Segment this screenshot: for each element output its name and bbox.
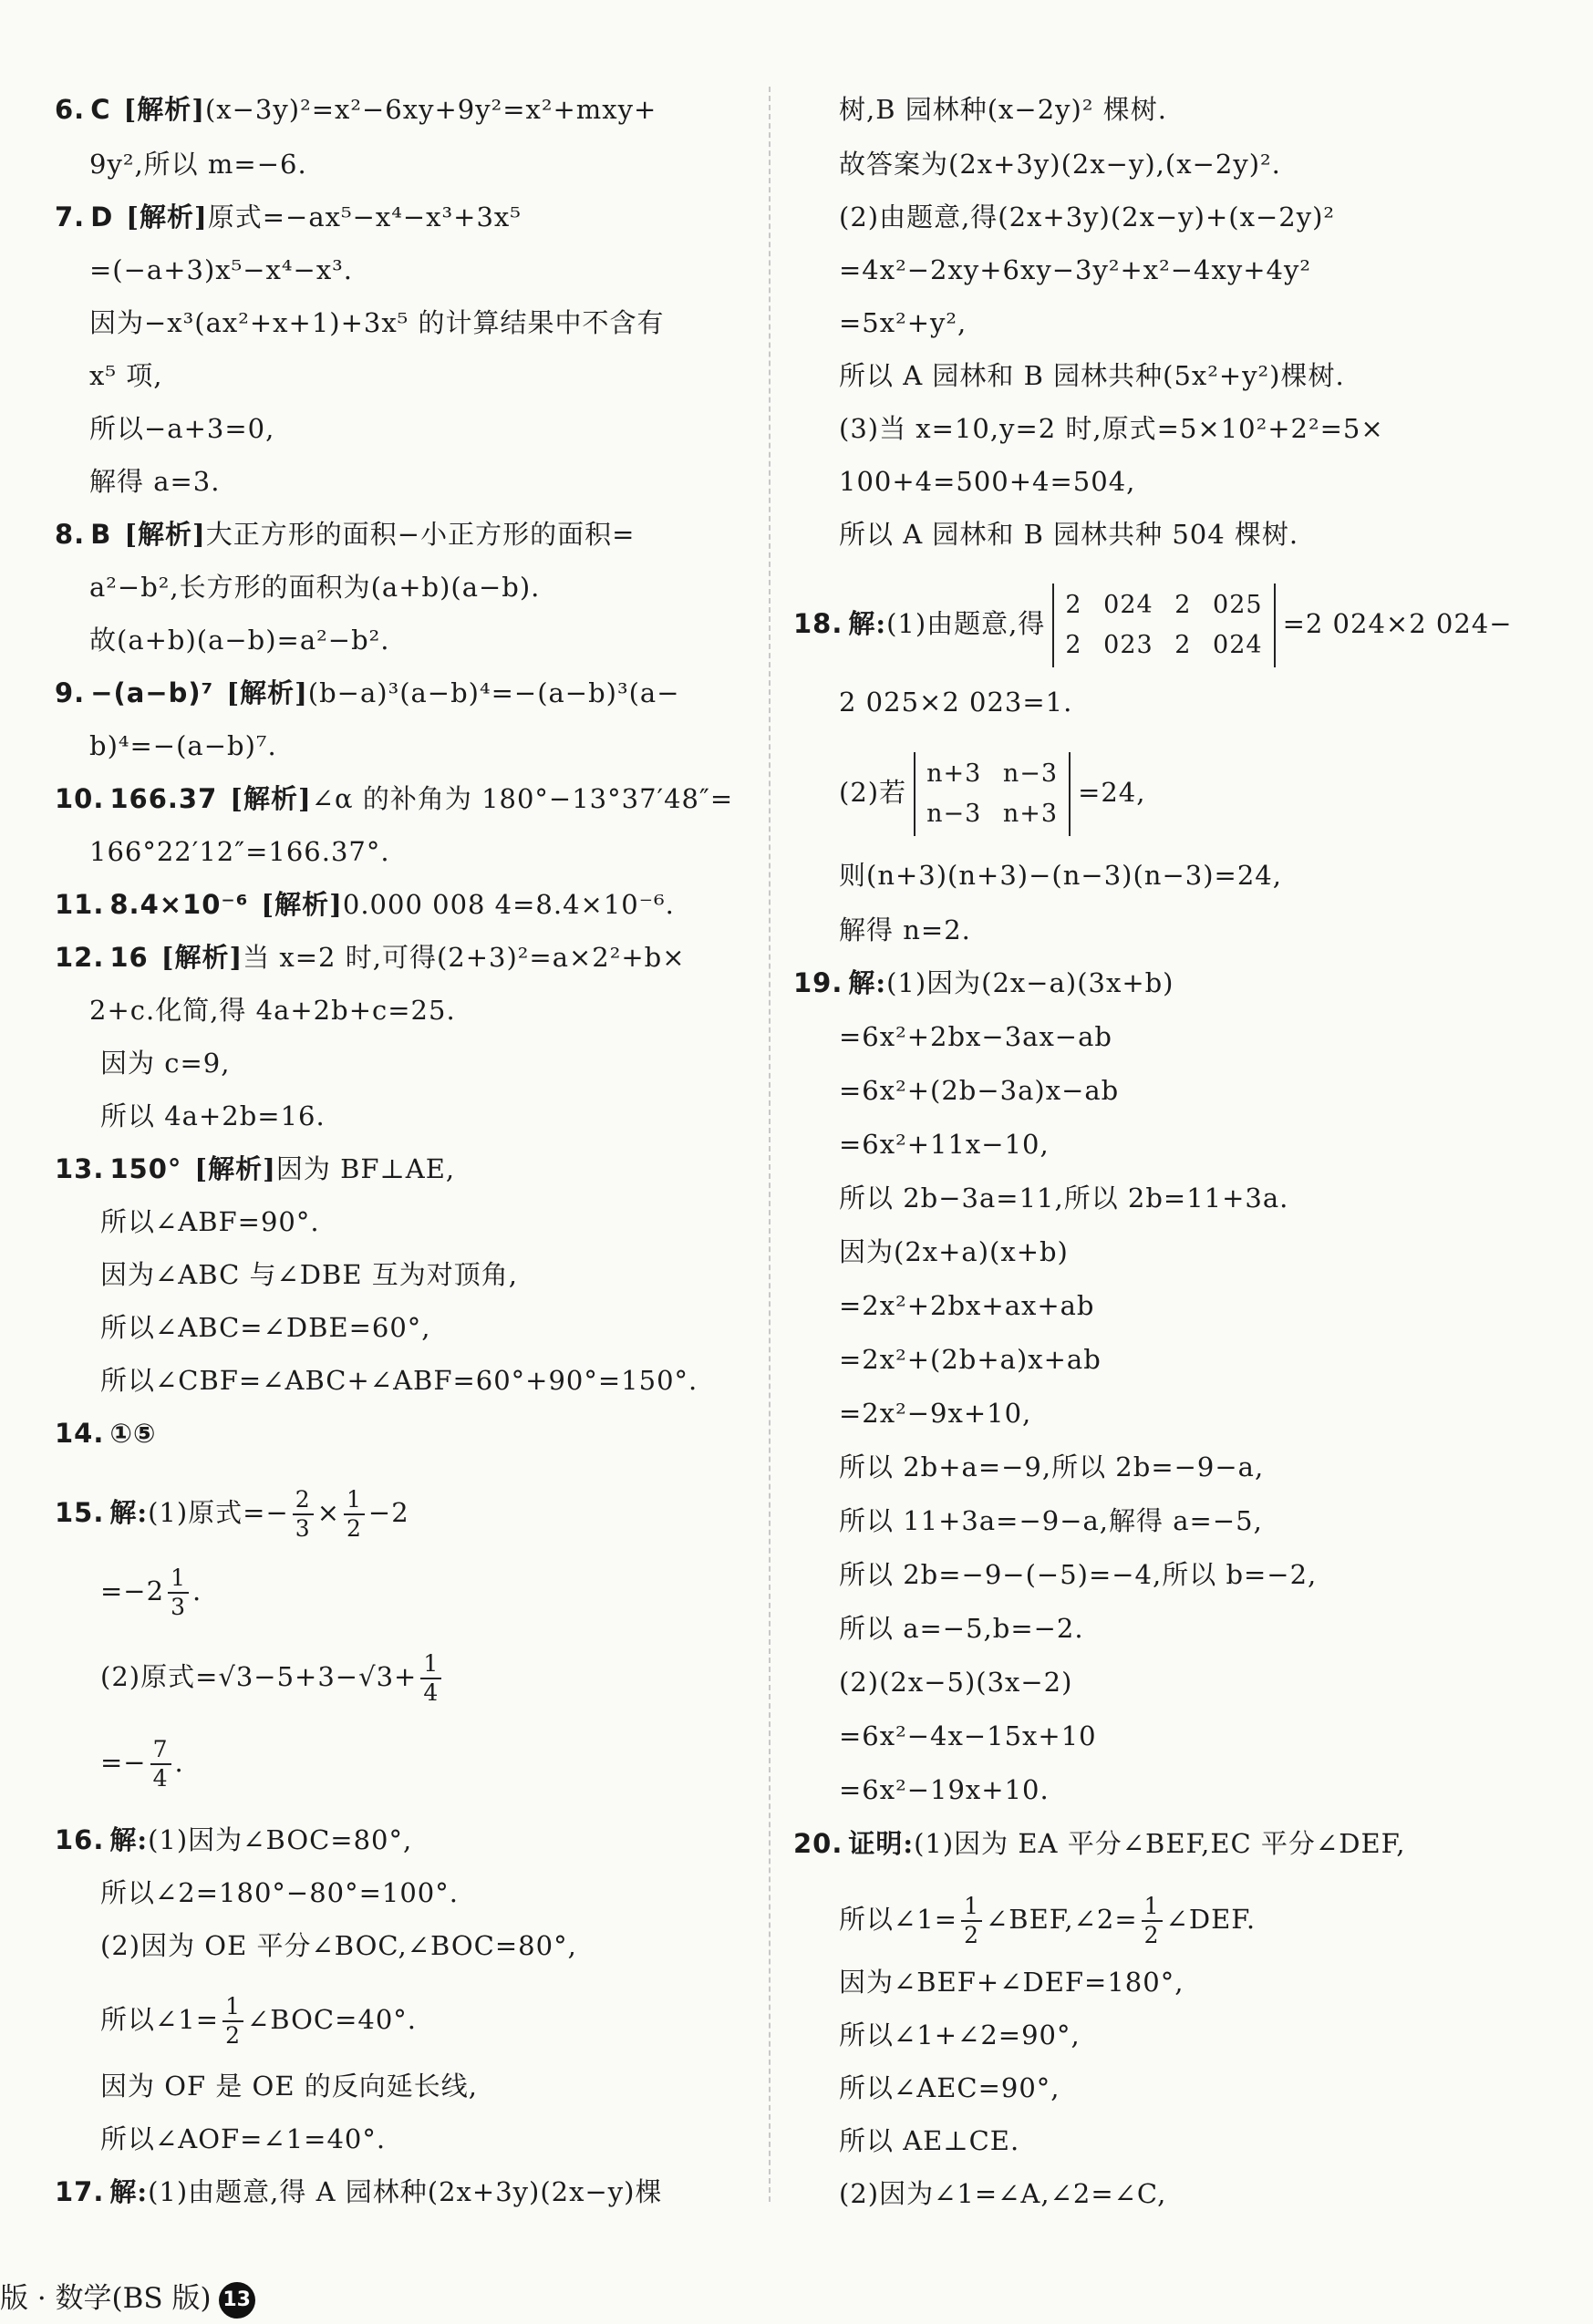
item-18-line: (2)若 n+3 n−3 n−3 n+3 =24, [839,752,1145,836]
item-19-line: =2x²+2bx+ax+ab [839,1290,1095,1321]
item-20-line: 因为∠BEF+∠DEF=180°, [839,1967,1184,1998]
item-16-line: 所以∠AOF=∠1=40°. [100,2123,387,2154]
item-10-line: 166°22′12″=166.37°. [89,836,390,867]
item-10: 10. 166.37 [解析]∠α 的补角为 180°−13°37′48″= [55,783,734,814]
item-8-line: a²−b²,长方形的面积为(a+b)(a−b). [89,572,541,603]
item-17-line: (2)由题意,得(2x+3y)(2x−y)+(x−2y)² [839,201,1336,232]
item-20-line: (2)因为∠1=∠A,∠2=∠C, [839,2178,1167,2209]
fraction: $\frac{2}{3}$ [293,1486,314,1543]
item-19-line: 所以 2b+a=−9,所以 2b=−9−a, [839,1451,1265,1482]
item-15: 15. 解:(1)原式=− $\frac{2}{3}$ × $\frac{1}{2}$ −2 [55,1486,409,1542]
item-15-line: =−2 $\frac{1}{3}$ . [100,1565,202,1620]
item-12-line: 2+c.化简,得 4a+2b+c=25. [89,995,456,1026]
item-17-line: 100+4=500+4=504, [839,466,1136,497]
item-15-line: (2)原式=√3−5+3−√3+ $\frac{1}{4}$ [100,1650,445,1707]
item-19-line: =6x²+11x−10, [839,1129,1050,1160]
item-15-line: =− $\frac{7}{4}$ . [100,1736,184,1792]
item-18-line: 则(n+3)(n+3)−(n−3)(n−3)=24, [839,860,1282,891]
item-20-line: 所以∠AEC=90°, [839,2072,1060,2103]
item-19-line: 所以 a=−5,b=−2. [839,1613,1084,1644]
item-20-line: 所以∠1= $\frac{1}{2}$ ∠BEF,∠2= $\frac{1}{2}$ ∠DEF. [839,1893,1257,1948]
item-16-line: 因为 OF 是 OE 的反向延长线, [100,2071,478,2102]
item-14: 14. ①⑤ [55,1418,157,1449]
fraction: $\frac{1}{3}$ [168,1565,189,1621]
fraction: $\frac{1}{2}$ [961,1893,982,1949]
item-19-line: 所以 11+3a=−9−a,解得 a=−5, [839,1505,1263,1536]
item-20: 20. 证明:(1)因为 EA 平分∠BEF,EC 平分∠DEF, [793,1828,1406,1859]
item-19-line: =6x²+(2b−3a)x−ab [839,1075,1120,1106]
item-7-line: 所以−a+3=0, [89,413,275,444]
item-7-line: 因为−x³(ax²+x+1)+3x⁵ 的计算结果中不含有 [89,307,665,338]
item-13-line: 所以∠CBF=∠ABC+∠ABF=60°+90°=150°. [100,1365,698,1396]
item-7-line: x⁵ 项, [89,360,163,391]
item-16-line: (2)因为 OE 平分∠BOC,∠BOC=80°, [100,1930,577,1961]
item-19-line: =2x²+(2b+a)x+ab [839,1344,1102,1375]
item-20-line: 所以∠1+∠2=90°, [839,2019,1081,2050]
item-17-line: 所以 A 园林和 B 园林共种(5x²+y²)棵树. [839,360,1345,391]
item-6-line: 9y²,所以 m=−6. [89,149,307,180]
item-8: 8. B [解析]大正方形的面积−小正方形的面积= [55,519,636,550]
item-7-line: 解得 a=3. [89,466,221,497]
item-19-line: (2)(2x−5)(3x−2) [839,1667,1073,1698]
determinant: 2 024 2 025 2 023 2 024 [1052,584,1275,667]
item-19-line: =6x²+2bx−3ax−ab [839,1021,1112,1052]
item-13-line: 所以∠ABC=∠DBE=60°, [100,1312,431,1343]
determinant: n+3 n−3 n−3 n+3 [914,752,1071,836]
item-17: 17. 解:(1)由题意,得 A 园林种(2x+3y)(2x−y)棵 [55,2176,663,2207]
item-17-line: 故答案为(2x+3y)(2x−y),(x−2y)². [839,149,1281,180]
page-number-badge: 13 [219,2282,255,2319]
item-13-line: 因为∠ABC 与∠DBE 互为对顶角, [100,1259,518,1290]
item-18-line: 解得 n=2. [839,914,971,945]
item-17-line: (3)当 x=10,y=2 时,原式=5×10²+2²=5× [839,413,1384,444]
item-8-line: 故(a+b)(a−b)=a²−b². [89,625,390,656]
item-19-line: =6x²−4x−15x+10 [839,1720,1097,1751]
page-footer [0,2275,255,2319]
item-9-line: b)⁴=−(a−b)⁷. [89,730,277,761]
item-19-line: =2x²−9x+10, [839,1398,1032,1429]
item-13: 13. 150° [解析]因为 BF⊥AE, [55,1153,456,1184]
item-18: 18. 解:(1)由题意,得 2 024 2 025 2 023 2 024 =2 024×2 024− [793,584,1513,667]
item-12-line: 因为 c=9, [100,1048,231,1079]
item-16: 16. 解:(1)因为∠BOC=80°, [55,1824,413,1855]
item-17-line: 树,B 园林种(x−2y)² 棵树. [839,94,1167,125]
fraction: $\frac{1}{2}$ [344,1486,365,1543]
item-11: 11. 8.4×10⁻⁶ [解析]0.000 008 4=8.4×10⁻⁶. [55,889,675,920]
item-7-line: =(−a+3)x⁵−x⁴−x³. [89,254,354,285]
item-19-line: 所以 2b=−9−(−5)=−4,所以 b=−2, [839,1559,1318,1590]
fraction: $\frac{1}{2}$ [1142,1893,1163,1949]
fraction: $\frac{1}{2}$ [222,1993,243,2050]
column-divider [769,87,771,2202]
item-19-line: 因为(2x+a)(x+b) [839,1236,1069,1267]
item-12-line: 所以 4a+2b=16. [100,1100,326,1131]
item-19-line: =6x²−19x+10. [839,1774,1050,1805]
item-17-line: 所以 A 园林和 B 园林共种 504 棵树. [839,519,1299,550]
item-17-line: =5x²+y², [839,307,967,338]
item-20-line: 所以 AE⊥CE. [839,2125,1020,2156]
item-7: 7. D [解析]原式=−ax⁵−x⁴−x³+3x⁵ [55,201,522,232]
item-18-line: 2 025×2 023=1. [839,687,1073,718]
fraction: $\frac{7}{4}$ [150,1736,171,1792]
item-9: 9. −(a−b)⁷ [解析](b−a)³(a−b)⁴=−(a−b)³(a− [55,677,680,708]
item-6: 6. C [解析](x−3y)²=x²−6xy+9y²=x²+mxy+ [55,94,657,125]
item-13-line: 所以∠ABF=90°. [100,1206,320,1237]
item-17-line: =4x²−2xy+6xy−3y²+x²−4xy+4y² [839,254,1311,285]
item-19: 19. 解:(1)因为(2x−a)(3x+b) [793,967,1174,998]
item-12: 12. 16 [解析]当 x=2 时,可得(2+3)²=a×2²+b× [55,942,686,973]
item-16-line: 所以∠2=180°−80°=100°. [100,1877,459,1908]
footer-label: 版 · 数学(BS 版) [0,2282,212,2315]
item-19-line: 所以 2b−3a=11,所以 2b=11+3a. [839,1183,1289,1214]
item-16-line: 所以∠1= $\frac{1}{2}$ ∠BOC=40°. [100,1993,417,2049]
fraction: $\frac{1}{4}$ [420,1650,441,1707]
